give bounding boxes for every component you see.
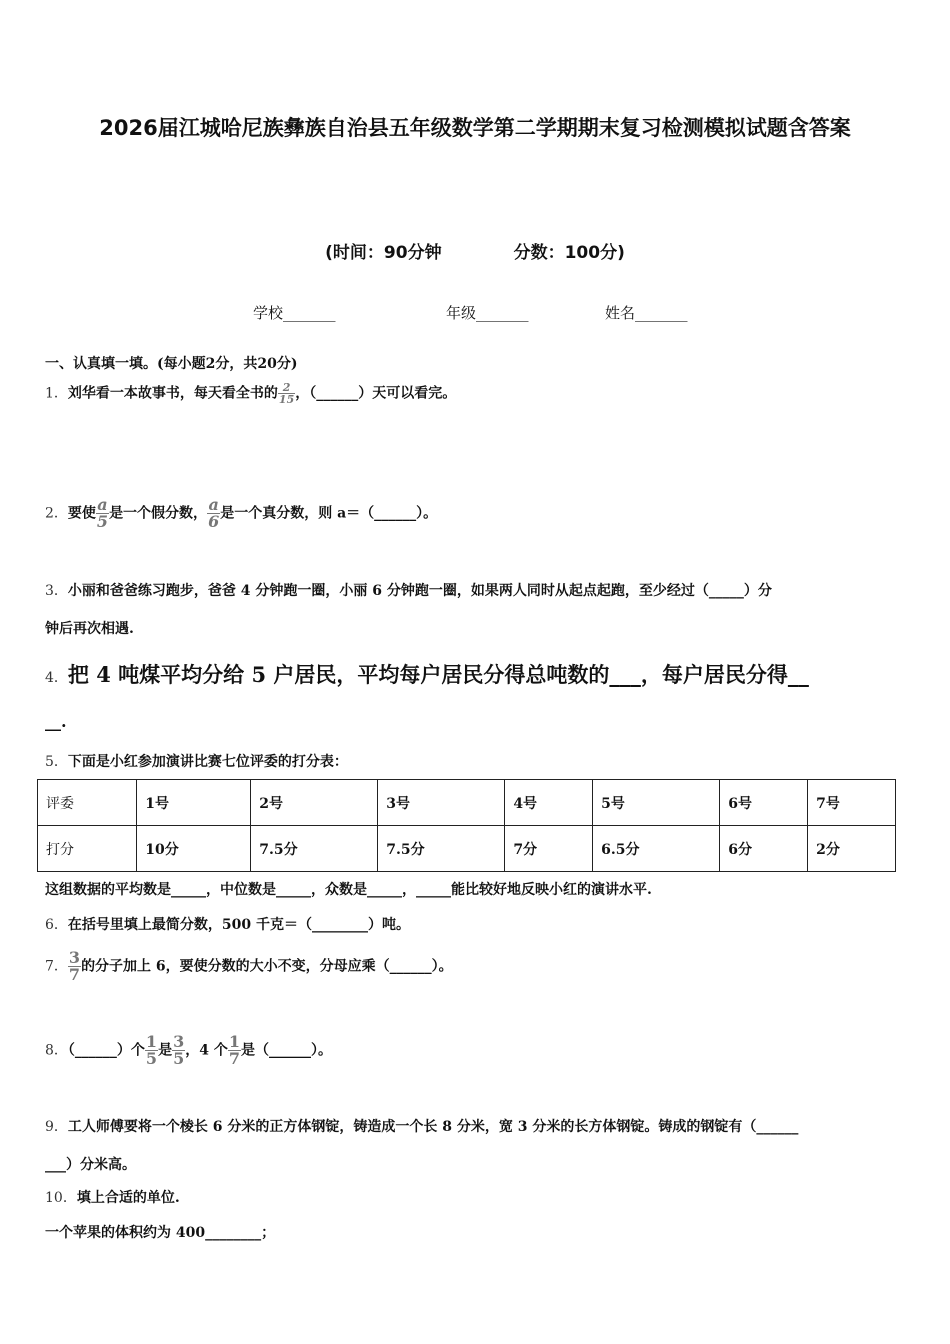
question-number: 3． — [45, 583, 68, 599]
question-text: 是一个假分数， — [109, 505, 208, 522]
question-5 — [45, 751, 348, 771]
fraction — [68, 950, 81, 983]
fraction-numerator: a — [208, 495, 219, 514]
table-cell: 10分 — [137, 826, 251, 872]
question-text: 是 — [158, 1042, 173, 1059]
fraction-denominator: 7 — [68, 965, 81, 984]
page-title: 2026届江城哈尼族彝族自治县五年级数学第二学期期末复习检测模拟试题含答案 — [99, 116, 851, 140]
fraction-numerator: a — [97, 495, 108, 514]
table-cell: 6.5分 — [593, 826, 720, 872]
fraction — [96, 497, 109, 530]
question-number: 1． — [45, 385, 68, 402]
question-3 — [45, 580, 772, 600]
question-text: （______）个 — [67, 1042, 145, 1059]
question-9 — [45, 1116, 798, 1136]
school-field[interactable]: 学校_______ — [253, 304, 336, 322]
table-cell: 5号 — [593, 780, 720, 826]
question-text: 把 4 吨煤平均分给 5 户居民，平均每户居民分得总吨数的___，每户居民分得__ — [67, 662, 809, 687]
question-8 — [45, 1034, 332, 1067]
fraction-numerator: 1 — [228, 1032, 240, 1051]
question-1 — [45, 382, 456, 405]
question-9-continued: ___）分米高。 — [45, 1157, 136, 1173]
fraction-denominator: 5 — [96, 512, 109, 531]
question-number: 2． — [45, 505, 68, 522]
question-4 — [45, 659, 809, 689]
question-number: 8． — [45, 1042, 68, 1059]
table-cell: 7分 — [505, 826, 593, 872]
question-text: 是一个真分数，则 a＝（______）。 — [220, 505, 438, 522]
question-text: 的分子加上 6，要使分数的大小不变，分母应乘（______）。 — [81, 958, 453, 975]
question-2 — [45, 497, 437, 530]
question-text: ，4 个 — [185, 1042, 228, 1059]
score-table — [37, 779, 896, 872]
table-cell: 3号 — [378, 780, 505, 826]
fraction-numerator: 1 — [145, 1032, 158, 1051]
table-cell: 1号 — [137, 780, 251, 826]
fraction — [228, 1034, 241, 1067]
exam-time: (时间：90分钟 — [325, 243, 442, 263]
question-6 — [45, 914, 410, 934]
question-10-sub-1: 一个苹果的体积约为 400________； — [45, 1225, 276, 1241]
fraction-denominator: 7 — [228, 1049, 240, 1068]
question-4-continued: __. — [45, 712, 67, 731]
fraction-numerator: 3 — [68, 948, 81, 967]
question-5-followup: 这组数据的平均数是_____，中位数是_____，众数是_____，_____能比较好地反映小红的演讲水平. — [45, 882, 652, 898]
question-text: 工人师傅要将一个棱长 6 分米的正方体钢锭，铸造成一个长 8 分米，宽 3 分米的长方体钢锭。铸成的钢锭有（______ — [67, 1119, 799, 1135]
table-cell: 6分 — [720, 826, 808, 872]
question-number: 7． — [45, 958, 68, 975]
fraction-denominator: 5 — [173, 1049, 185, 1068]
table-header-row — [38, 780, 896, 826]
question-text: 是（______）。 — [240, 1042, 332, 1059]
fraction — [145, 1034, 158, 1067]
exam-info — [0, 238, 950, 263]
table-cell: 评委 — [38, 780, 137, 826]
section-heading: 一、认真填一填。(每小题2分，共20分) — [45, 356, 298, 372]
fraction-numerator: 2 — [282, 381, 291, 394]
question-text: 要使 — [67, 505, 96, 522]
table-cell: 7号 — [808, 780, 896, 826]
table-cell: 7.5分 — [251, 826, 378, 872]
fraction-denominator: 5 — [145, 1049, 158, 1068]
question-number: 6． — [45, 917, 68, 933]
question-number: 10． — [45, 1190, 77, 1206]
fraction-denominator: 15 — [278, 393, 295, 406]
table-cell: 2号 — [251, 780, 378, 826]
fraction — [207, 497, 220, 530]
question-text: 在括号里填上最简分数，500 千克＝（________）吨。 — [67, 917, 411, 933]
table-row — [38, 826, 896, 872]
grade-field[interactable]: 年级_______ — [446, 304, 529, 322]
question-text: 下面是小红参加演讲比赛七位评委的打分表： — [67, 754, 348, 770]
table-cell: 4号 — [505, 780, 593, 826]
question-number: 9． — [45, 1119, 68, 1135]
name-field[interactable]: 姓名_______ — [605, 304, 688, 322]
table-cell: 打分 — [38, 826, 137, 872]
question-text: 填上合适的单位. — [76, 1190, 180, 1206]
table-cell: 2分 — [808, 826, 896, 872]
fraction — [278, 382, 295, 405]
fraction-denominator: 6 — [208, 512, 220, 531]
question-text: 刘华看一本故事书，每天看全书的 — [67, 385, 278, 402]
question-7 — [45, 950, 453, 983]
question-number: 5． — [45, 754, 68, 770]
question-text: ，（______）天可以看完。 — [295, 385, 457, 402]
table-cell: 6号 — [720, 780, 808, 826]
question-text: 小丽和爸爸练习跑步，爸爸 4 分钟跑一圈，小丽 6 分钟跑一圈，如果两人同时从起点起跑，至少经过（_____）分 — [67, 583, 772, 599]
table-cell: 7.5分 — [378, 826, 505, 872]
question-3-continued: 钟后再次相遇. — [45, 621, 134, 637]
question-10 — [45, 1187, 180, 1207]
fraction — [172, 1034, 185, 1067]
exam-score: 分数：100分) — [513, 243, 625, 263]
question-number: 4． — [45, 670, 68, 686]
fraction-numerator: 3 — [173, 1032, 185, 1051]
